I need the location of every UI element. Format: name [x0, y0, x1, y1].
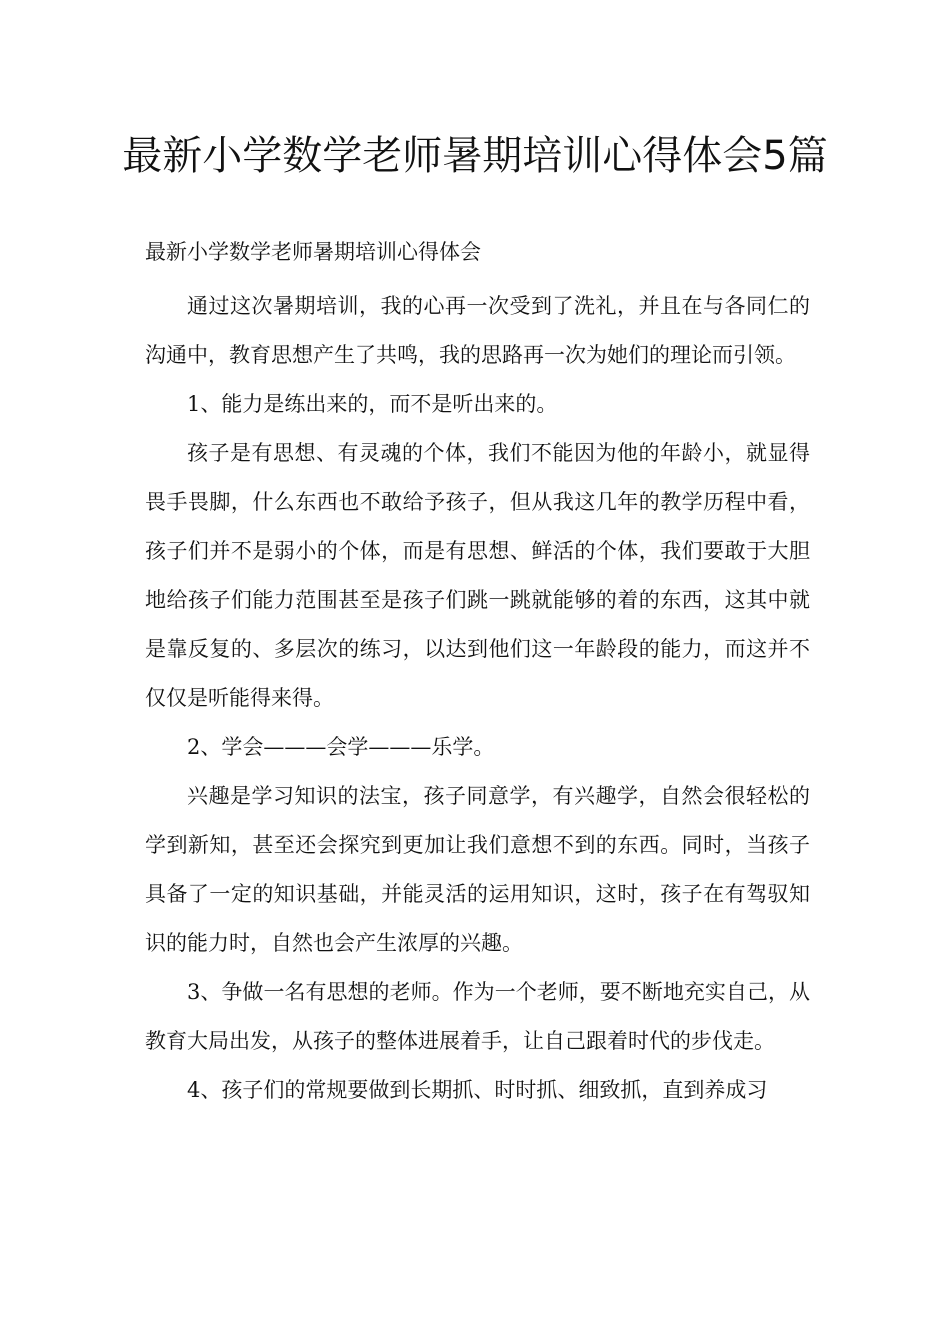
paragraph-point-1-detail: 孩子是有思想、有灵魂的个体，我们不能因为他的年龄小，就显得畏手畏脚，什么东西也不敢给予孩子，但从我这几年的教学历程中看，孩子们并不是弱小的个体，而是有思想、鲜活的个体，我们要敢于大胆地给孩子们能力范围甚至是孩子们跳一跳就能够的着的东西，这其中就是靠反复的、多层次的练习，以达到他们这一年龄段的能力，而这并不仅仅是听能得来得。: [145, 441, 810, 710]
paragraph-point-3: 3、争做一名有思想的老师。作为一个老师，要不断地充实自己，从教育大局出发，从孩子的整体进展着手，让自己跟着时代的步伐走。: [145, 980, 810, 1053]
paragraph-point-4: 4、孩子们的常规要做到长期抓、时时抓、细致抓，直到养成习: [187, 1078, 768, 1102]
paragraph-point-2: 2、学会———会学———乐学。: [187, 735, 495, 759]
paragraph-point-2-detail: 兴趣是学习知识的法宝，孩子同意学，有兴趣学，自然会很轻松的学到新知，甚至还会探究到更加让我们意想不到的东西。同时，当孩子具备了一定的知识基础，并能灵活的运用知识，这时，孩子在有驾驭知识的能力时，自然也会产生浓厚的兴趣。: [145, 784, 810, 955]
paragraph-intro: 通过这次暑期培训，我的心再一次受到了洗礼，并且在与各同仁的沟通中，教育思想产生了共鸣，我的思路再一次为她们的理论而引领。: [145, 294, 810, 367]
document-title: 最新小学数学老师暑期培训心得体会5篇: [122, 133, 828, 179]
document-subtitle: 最新小学数学老师暑期培训心得体会: [145, 240, 481, 264]
paragraph-point-1: 1、能力是练出来的，而不是听出来的。: [187, 392, 558, 416]
document-body: [145, 236, 810, 1115]
